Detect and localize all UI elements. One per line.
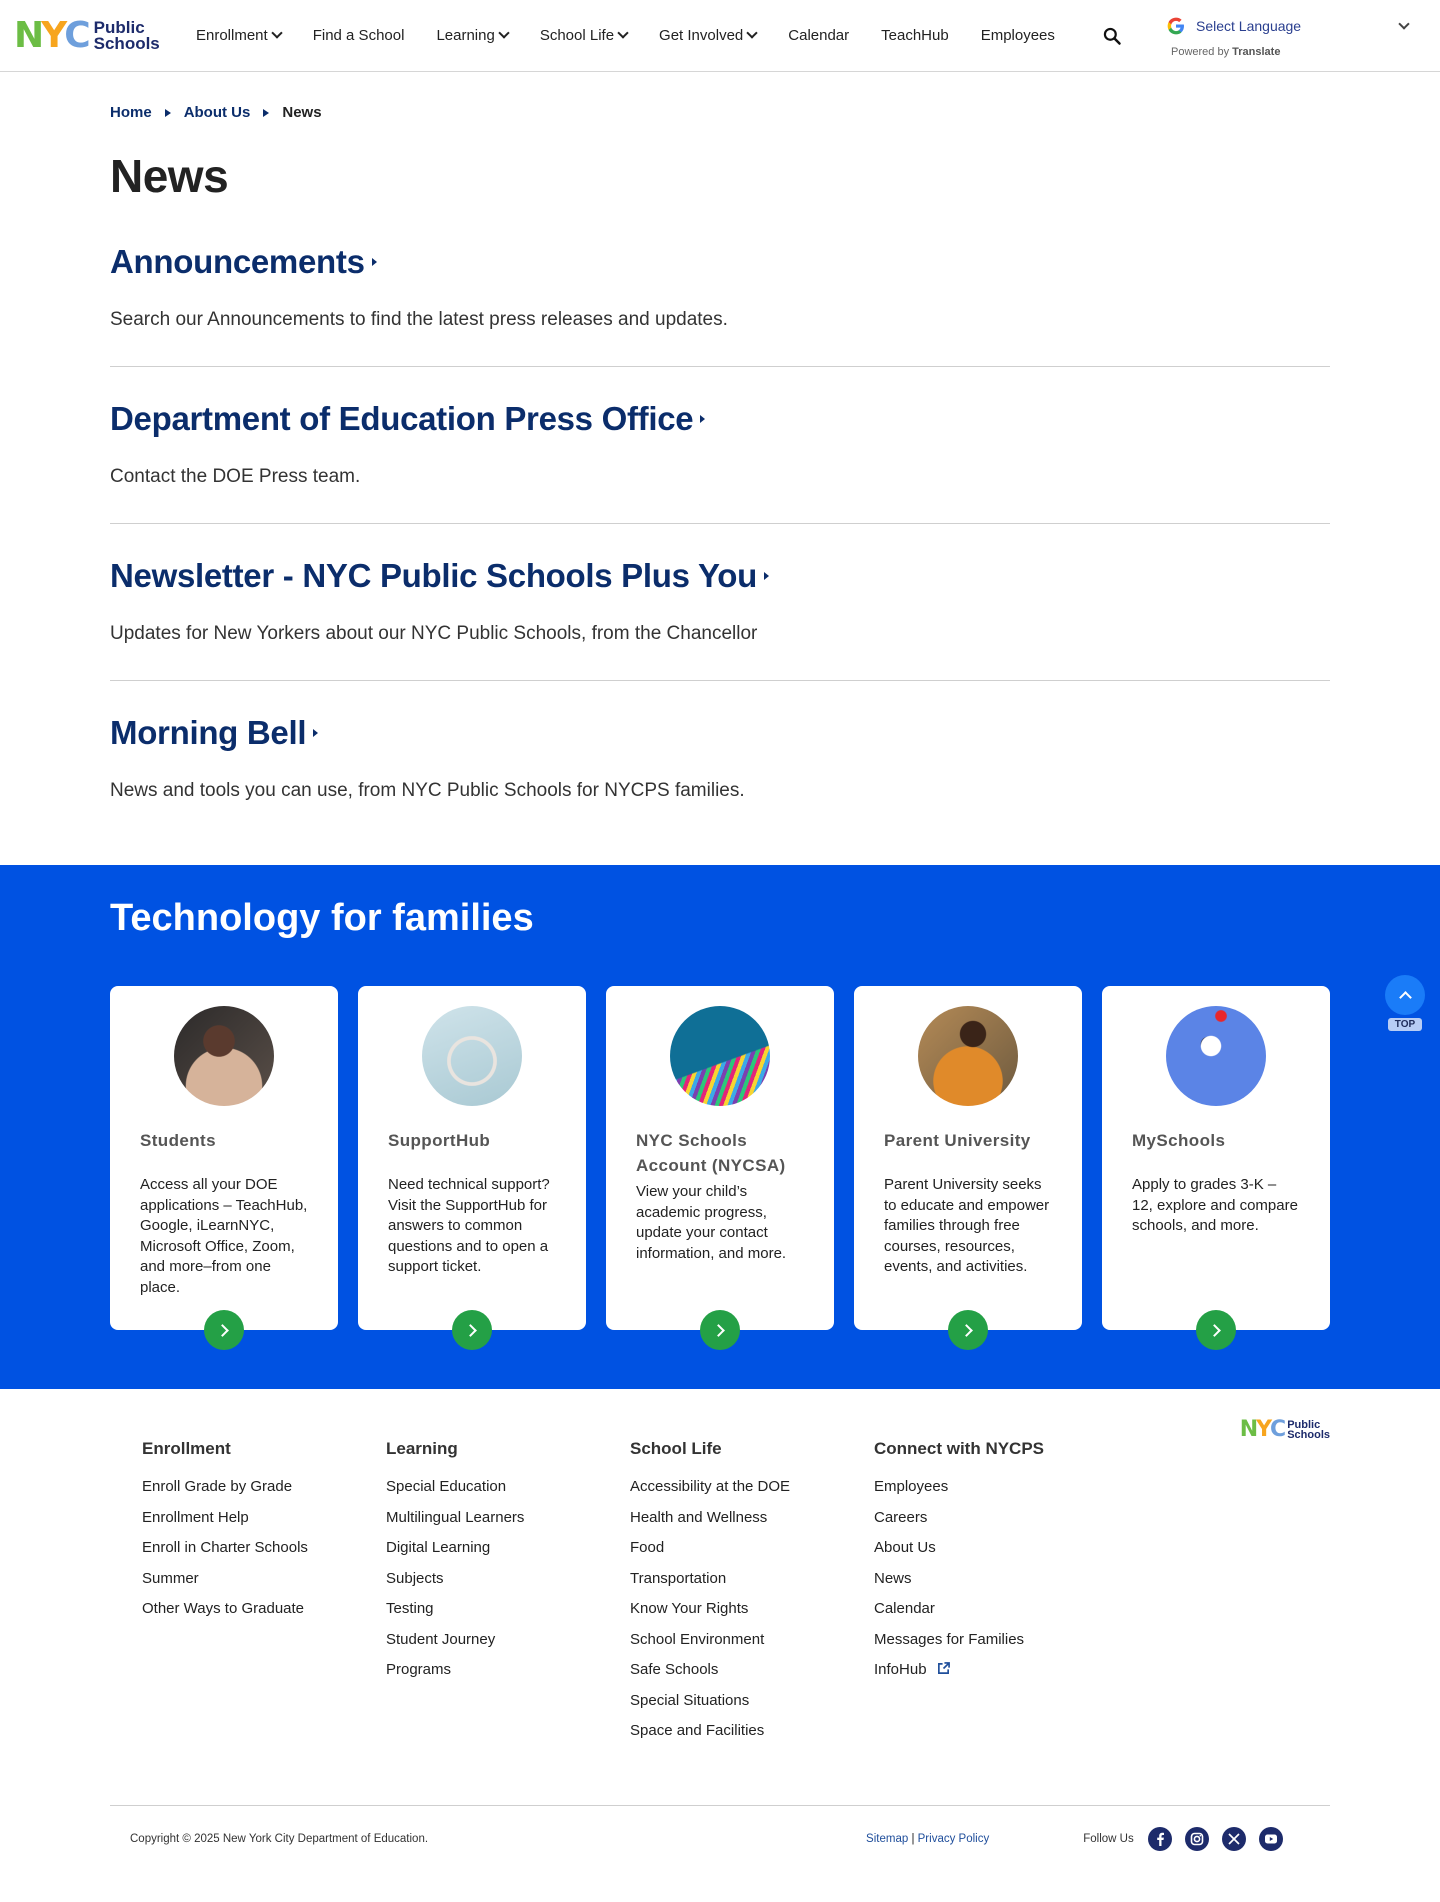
footer-link[interactable]: Calendar: [874, 1600, 935, 1617]
chevron-down-icon: [271, 27, 282, 38]
card-description: View your child’s academic progress, update your contact information, and more.: [636, 1183, 787, 1262]
breadcrumb-separator-icon: [263, 109, 269, 117]
footer-link[interactable]: Other Ways to Graduate: [142, 1600, 305, 1617]
footer-link[interactable]: Enroll Grade by Grade: [142, 1478, 293, 1495]
back-to-top-button[interactable]: [1385, 975, 1425, 1031]
breadcrumb-home[interactable]: Home: [110, 104, 152, 121]
chevron-right-icon: [960, 1324, 973, 1337]
tech-cards: [110, 986, 1330, 1330]
footer-link[interactable]: Digital Learning: [386, 1539, 491, 1556]
footer-link[interactable]: Enroll in Charter Schools: [142, 1539, 308, 1556]
x-icon[interactable]: [1222, 1827, 1246, 1851]
follow-us: Follow Us: [1083, 1827, 1282, 1851]
footer-col-learning: [386, 1439, 630, 1747]
news-section-press-office: [110, 367, 1330, 524]
card-title: Parent University: [884, 1131, 1031, 1150]
nav-employees[interactable]: Employees: [980, 26, 1055, 44]
footer-col-school-life: [630, 1439, 874, 1747]
footer-link[interactable]: Special Education: [386, 1478, 507, 1495]
card-supporthub: [358, 986, 586, 1330]
parent-university-go-button[interactable]: [948, 1310, 988, 1350]
supporthub-image: [422, 1006, 522, 1106]
main-content: [0, 104, 1440, 865]
card-description: Apply to grades 3-K – 12, explore and compare schools, and more.: [1132, 1176, 1298, 1234]
caret-right-icon: [764, 572, 769, 580]
breadcrumb-about-us[interactable]: About Us: [183, 104, 251, 121]
card-title: Students: [140, 1131, 216, 1150]
morning-bell-link[interactable]: Morning Bell: [110, 714, 1330, 752]
footer-link[interactable]: Safe Schools: [630, 1661, 719, 1678]
card-myschools: [1102, 986, 1330, 1330]
newsletter-link[interactable]: Newsletter - NYC Public Schools Plus You: [110, 557, 1330, 595]
chevron-right-icon: [712, 1324, 725, 1337]
legal-links: Sitemap | Privacy Policy: [866, 1833, 990, 1845]
footer-heading: School Life: [630, 1439, 722, 1458]
select-language-label: Select Language: [1196, 18, 1302, 34]
footer-link[interactable]: Accessibility at the DOE: [630, 1478, 791, 1495]
myschools-go-button[interactable]: [1196, 1310, 1236, 1350]
logo-nyc-mark: N Y C: [1239, 1417, 1285, 1442]
logo-text: Public Schools: [93, 18, 160, 53]
section-description: News and tools you can use, from NYC Public Schools for NYCPS families.: [110, 780, 745, 801]
chevron-right-icon: [1208, 1324, 1221, 1337]
breadcrumb-separator-icon: [165, 109, 171, 117]
page-title: News: [110, 150, 229, 202]
news-section-newsletter: [110, 524, 1330, 681]
footer-heading: Learning: [386, 1439, 458, 1458]
supporthub-go-button[interactable]: [452, 1310, 492, 1350]
nav-calendar[interactable]: Calendar: [788, 26, 850, 44]
sitemap-link[interactable]: Sitemap: [866, 1833, 909, 1845]
logo-nyc-mark: N Y C: [14, 15, 88, 56]
myschools-image: [1166, 1006, 1266, 1106]
section-description: Search our Announcements to find the latest press releases and updates.: [110, 309, 728, 330]
tech-section-title: Technology for families: [110, 897, 534, 939]
footer-link[interactable]: Employees: [874, 1478, 949, 1495]
footer-link[interactable]: About Us: [874, 1539, 936, 1556]
footer-link[interactable]: Student Journey: [386, 1630, 496, 1648]
card-title: MySchools: [1132, 1131, 1226, 1150]
students-image: [174, 1006, 274, 1106]
card-title: SupportHub: [388, 1131, 491, 1150]
footer-link[interactable]: Food: [630, 1539, 665, 1556]
breadcrumb-current: News: [282, 104, 322, 121]
site-header: [0, 0, 1440, 72]
caret-right-icon: [313, 729, 318, 737]
footer-link[interactable]: Special Situations: [630, 1691, 750, 1709]
footer-link[interactable]: News: [874, 1569, 912, 1587]
copyright: Copyright © 2025 New York City Department of Education.: [130, 1833, 429, 1845]
chevron-down-icon: [498, 27, 509, 38]
footer-link[interactable]: Summer: [142, 1569, 199, 1587]
caret-right-icon: [700, 415, 705, 423]
card-description: Access all your DOE applications – TeachHub, Google, iLearnNYC, Microsoft Office, Zoom, and more–from one place.: [140, 1176, 308, 1296]
privacy-policy-link[interactable]: Privacy Policy: [917, 1833, 990, 1845]
chevron-down-icon: [747, 27, 758, 38]
technology-for-families: [0, 865, 1440, 1389]
card-description: Parent University seeks to educate and empower families through free courses, resources, events, and activities.: [884, 1176, 1050, 1275]
footer-col-connect: [874, 1439, 1118, 1747]
chevron-down-icon: [1398, 18, 1409, 29]
news-section-morning-bell: [110, 681, 1330, 865]
footer-logo[interactable]: [1240, 1419, 1330, 1441]
external-link-icon: [937, 1662, 950, 1675]
students-go-button[interactable]: [204, 1310, 244, 1350]
language-selector[interactable]: [1166, 16, 1416, 58]
footer-link-infohub[interactable]: InfoHub: [874, 1655, 1118, 1686]
parent-university-image: [918, 1006, 1018, 1106]
youtube-icon[interactable]: [1259, 1827, 1283, 1851]
search-icon[interactable]: [1102, 26, 1122, 46]
section-description: Contact the DOE Press team.: [110, 466, 361, 487]
card-nycsa: [606, 986, 834, 1330]
caret-right-icon: [372, 258, 377, 266]
card-students: [110, 986, 338, 1330]
footer-link[interactable]: Know Your Rights: [630, 1600, 749, 1617]
chevron-up-icon: [1385, 975, 1425, 1015]
nav-learning[interactable]: Learning: [436, 27, 507, 44]
instagram-icon[interactable]: [1185, 1827, 1209, 1851]
nav-get-involved[interactable]: Get Involved: [659, 27, 756, 44]
site-footer: [0, 1389, 1440, 1873]
nycsa-go-button[interactable]: [700, 1310, 740, 1350]
footer-bottom-bar: [110, 1805, 1330, 1873]
announcements-link[interactable]: Announcements: [110, 243, 1330, 281]
nav-teachhub[interactable]: TeachHub: [881, 26, 949, 44]
footer-link[interactable]: Careers: [874, 1508, 928, 1526]
footer-link[interactable]: Subjects: [386, 1569, 444, 1587]
footer-link[interactable]: Messages for Families: [874, 1630, 1025, 1648]
news-section-announcements: [110, 243, 1330, 367]
card-parent-university: [854, 986, 1082, 1330]
top-label: TOP: [1388, 1018, 1422, 1031]
nyc-public-schools-logo[interactable]: [14, 15, 160, 56]
footer-link[interactable]: Health and Wellness: [630, 1508, 768, 1526]
logo-text: Public Schools: [1287, 1419, 1330, 1441]
nycsa-image: [670, 1006, 770, 1106]
chevron-down-icon: [617, 27, 628, 38]
card-description: Need technical support? Visit the SupportHub for answers to common questions and to open a support ticket.: [388, 1176, 550, 1275]
footer-link[interactable]: Programs: [386, 1661, 452, 1678]
press-office-link[interactable]: Department of Education Press Office: [110, 400, 1330, 438]
footer-col-enrollment: [142, 1439, 386, 1747]
news-list: [110, 243, 1330, 865]
main-nav: [196, 0, 1087, 70]
nav-find-a-school[interactable]: Find a School: [312, 26, 405, 44]
google-icon: [1166, 16, 1186, 36]
card-title: NYC Schools Account (NYCSA): [636, 1131, 786, 1175]
chevron-right-icon: [464, 1324, 477, 1337]
footer-link[interactable]: School Environment: [630, 1630, 765, 1648]
social-links: [1148, 1827, 1283, 1851]
footer-heading: Connect with NYCPS: [874, 1439, 1045, 1458]
footer-link[interactable]: Enrollment Help: [142, 1508, 249, 1526]
nav-school-life[interactable]: School Life: [540, 27, 627, 44]
footer-link[interactable]: Transportation: [630, 1569, 727, 1587]
footer-columns: [110, 1389, 1330, 1747]
chevron-right-icon: [216, 1324, 229, 1337]
footer-link[interactable]: Testing: [386, 1600, 434, 1617]
section-description: Updates for New Yorkers about our NYC Public Schools, from the Chancellor: [110, 623, 758, 644]
facebook-icon[interactable]: [1148, 1827, 1172, 1851]
footer-heading: Enrollment: [142, 1439, 231, 1458]
breadcrumb: [110, 104, 1330, 121]
powered-by-translate: Powered by Translate: [1171, 46, 1281, 58]
footer-link[interactable]: Multilingual Learners: [386, 1508, 525, 1526]
nav-enrollment[interactable]: Enrollment: [196, 27, 281, 44]
footer-link[interactable]: Space and Facilities: [630, 1722, 765, 1739]
